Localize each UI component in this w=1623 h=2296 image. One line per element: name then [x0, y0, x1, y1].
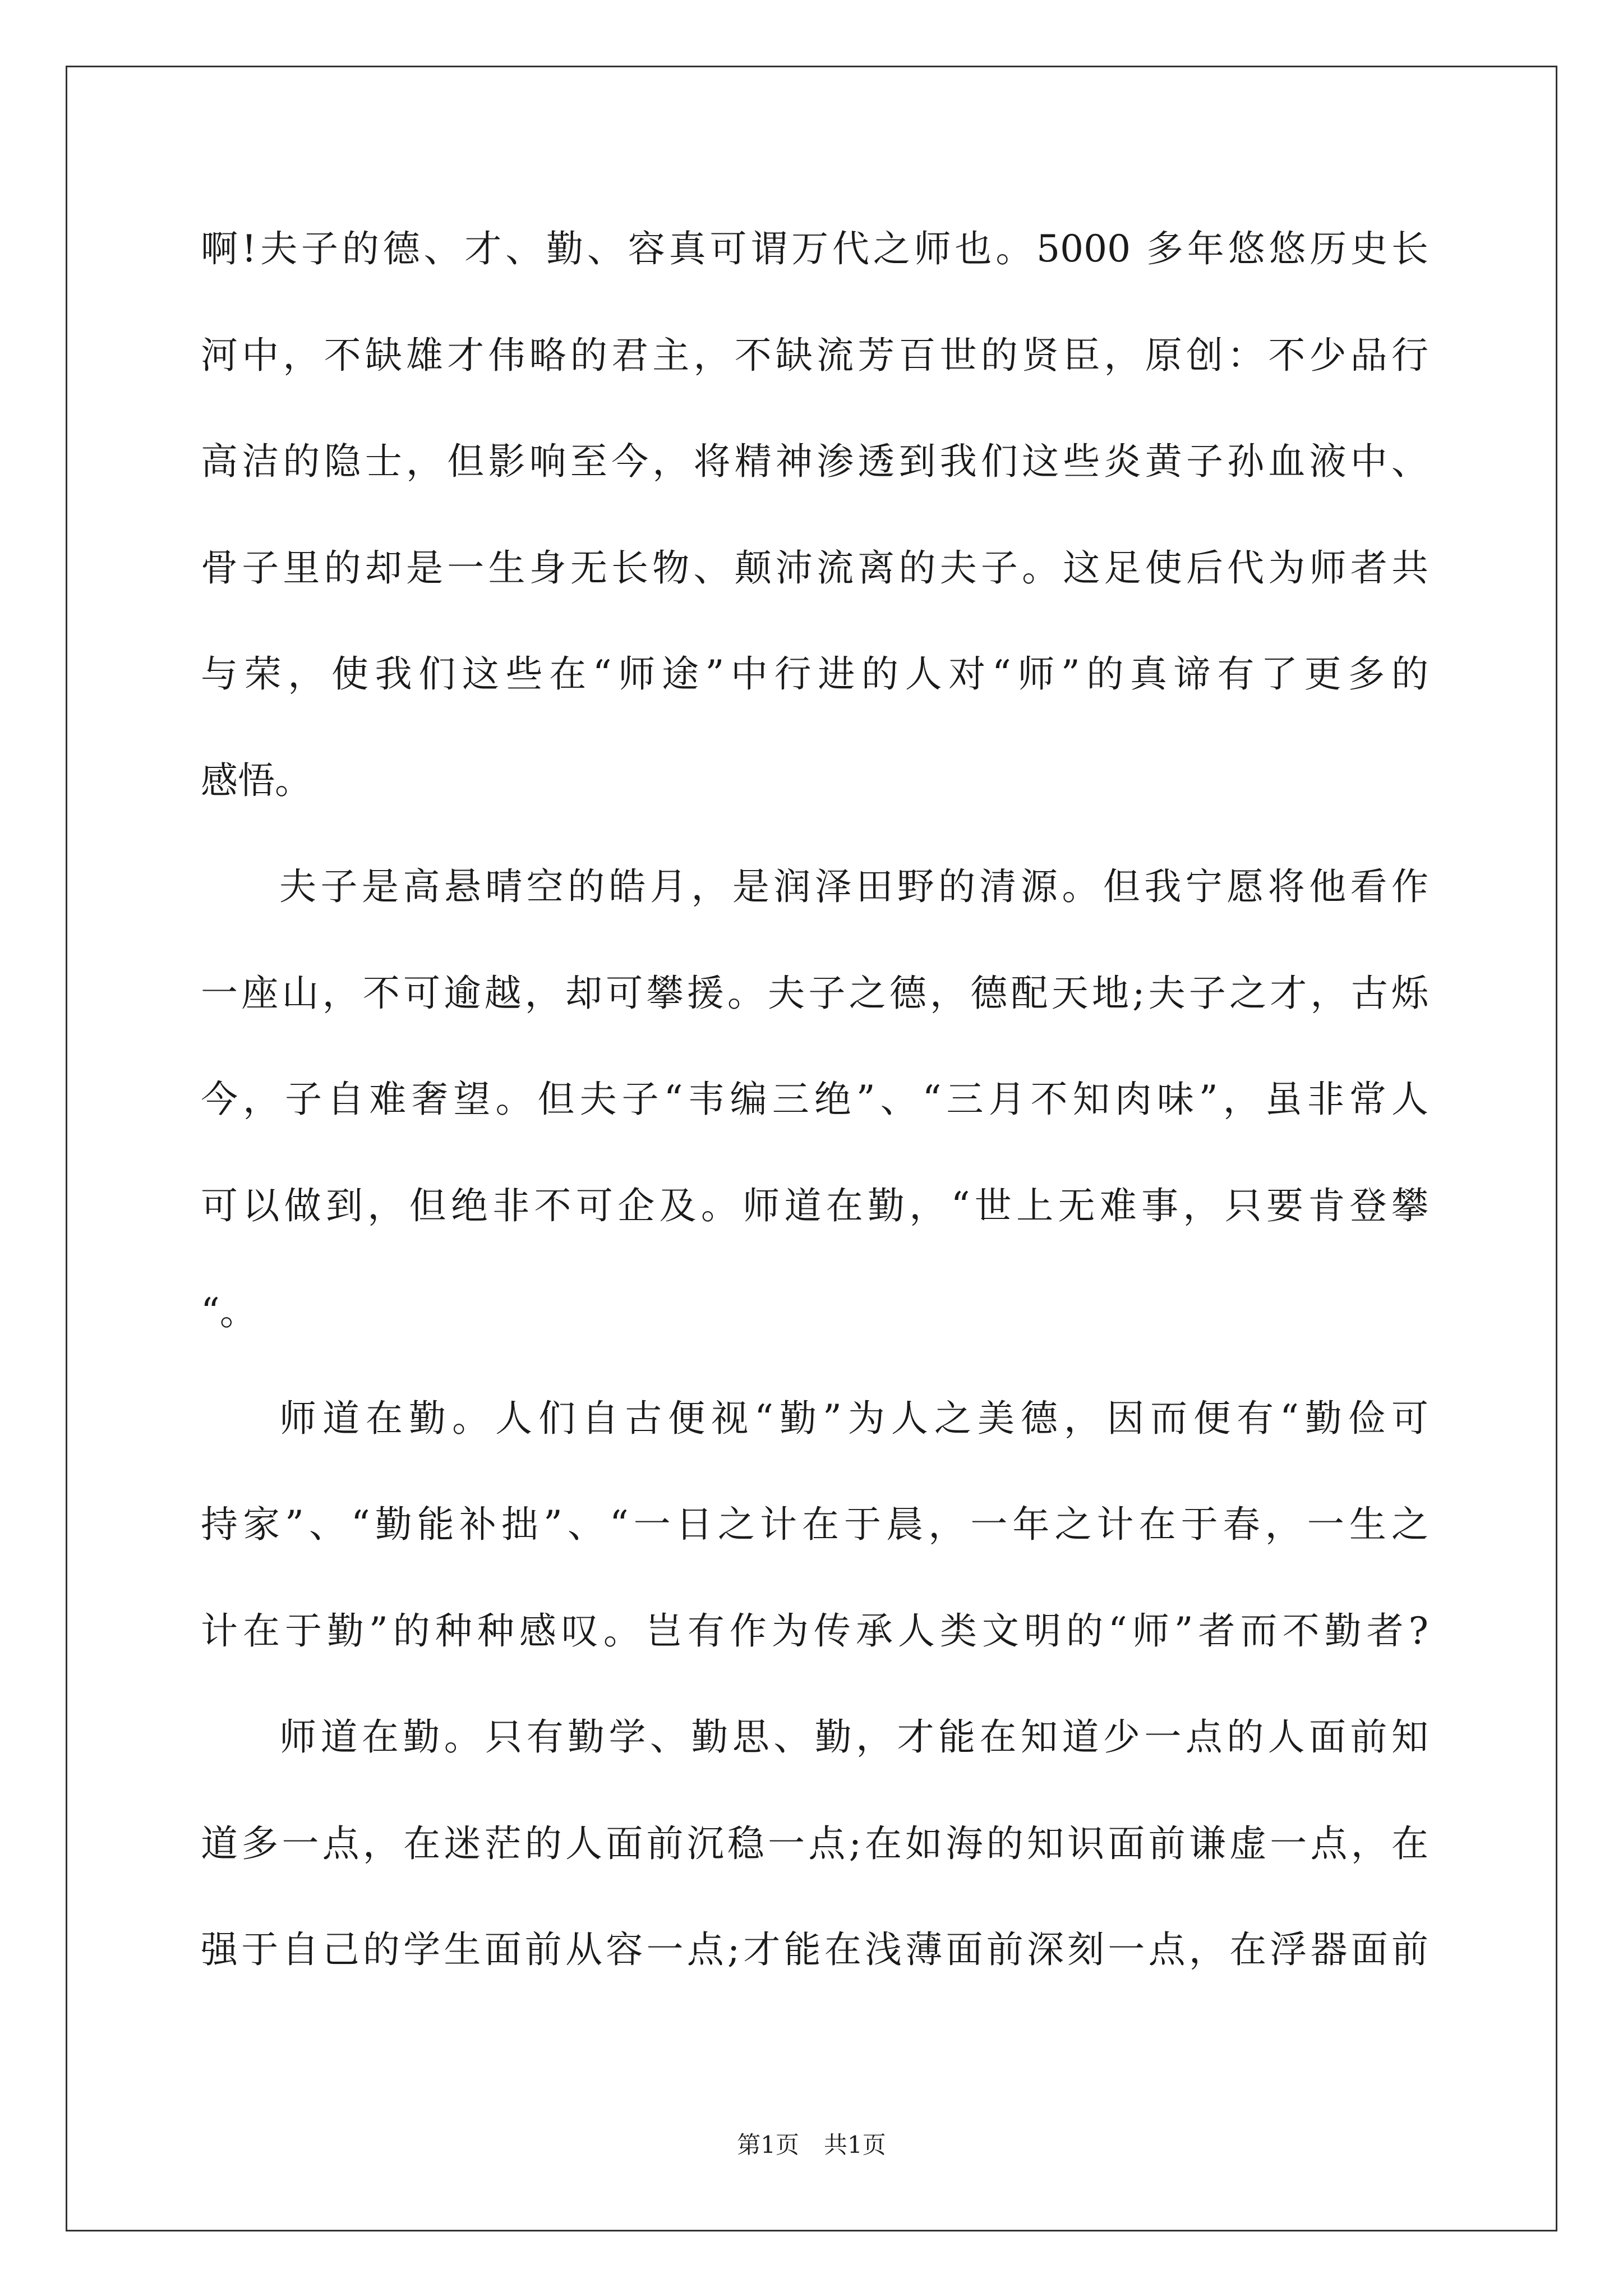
text-line: 计在于勤”的种种感叹。岂有作为传承人类文明的“师”者而不勤者?	[201, 1609, 1428, 1653]
page-footer	[0, 2129, 1623, 2161]
text-line: 夫子是高悬晴空的皓月，是润泽田野的清源。但我宁愿将他看作	[279, 865, 1428, 908]
text-line: 强于自己的学生面前从容一点;才能在浅薄面前深刻一点，在浮器面前	[201, 1928, 1428, 1971]
text-line: 持家”、“勤能补拙”、“一日之计在于晨，一年之计在于春，一生之	[201, 1503, 1428, 1546]
text-line: 啊!夫子的德、才、勤、容真可谓万代之师也。5000 多年悠悠历史长	[201, 227, 1428, 270]
text-line: 河中，不缺雄才伟略的君主，不缺流芳百世的贤臣，原创：不少品行	[201, 333, 1428, 377]
document-body	[201, 196, 1428, 2003]
paragraph	[201, 1365, 1428, 1685]
paragraph	[201, 1684, 1428, 2003]
text-line: 可以做到，但绝非不可企及。师道在勤，“世上无难事，只要肯登攀	[201, 1184, 1428, 1227]
text-line: 骨子里的却是一生身无长物、颠沛流离的夫子。这足使后代为师者共	[201, 546, 1428, 590]
text-line: 师道在勤。人们自古便视“勤”为人之美德，因而便有“勤俭可	[279, 1396, 1428, 1440]
text-line: 师道在勤。只有勤学、勤思、勤，才能在知道少一点的人面前知	[279, 1715, 1428, 1759]
text-line: 高洁的隐士，但影响至今，将精神渗透到我们这些炎黄子孙血液中、	[201, 440, 1428, 483]
text-line: 与荣，使我们这些在“师途”中行进的人对“师”的真谛有了更多的	[201, 652, 1428, 696]
text-line: 道多一点，在迷茫的人面前沉稳一点;在如海的知识面前谦虚一点，在	[201, 1821, 1428, 1865]
paragraph	[201, 196, 1428, 834]
text-line: 一座山，不可逾越，却可攀援。夫子之德，德配天地;夫子之才，古烁	[201, 971, 1428, 1015]
text-line: “。	[201, 1290, 257, 1333]
paragraph	[201, 834, 1428, 1365]
text-line: 今，子自难奢望。但夫子“韦编三绝”、“三月不知肉味”，虽非常人	[201, 1078, 1428, 1121]
text-line: 感悟。	[201, 758, 312, 802]
page-number: 第1页	[737, 2131, 799, 2159]
page-total: 共1页	[824, 2131, 886, 2159]
